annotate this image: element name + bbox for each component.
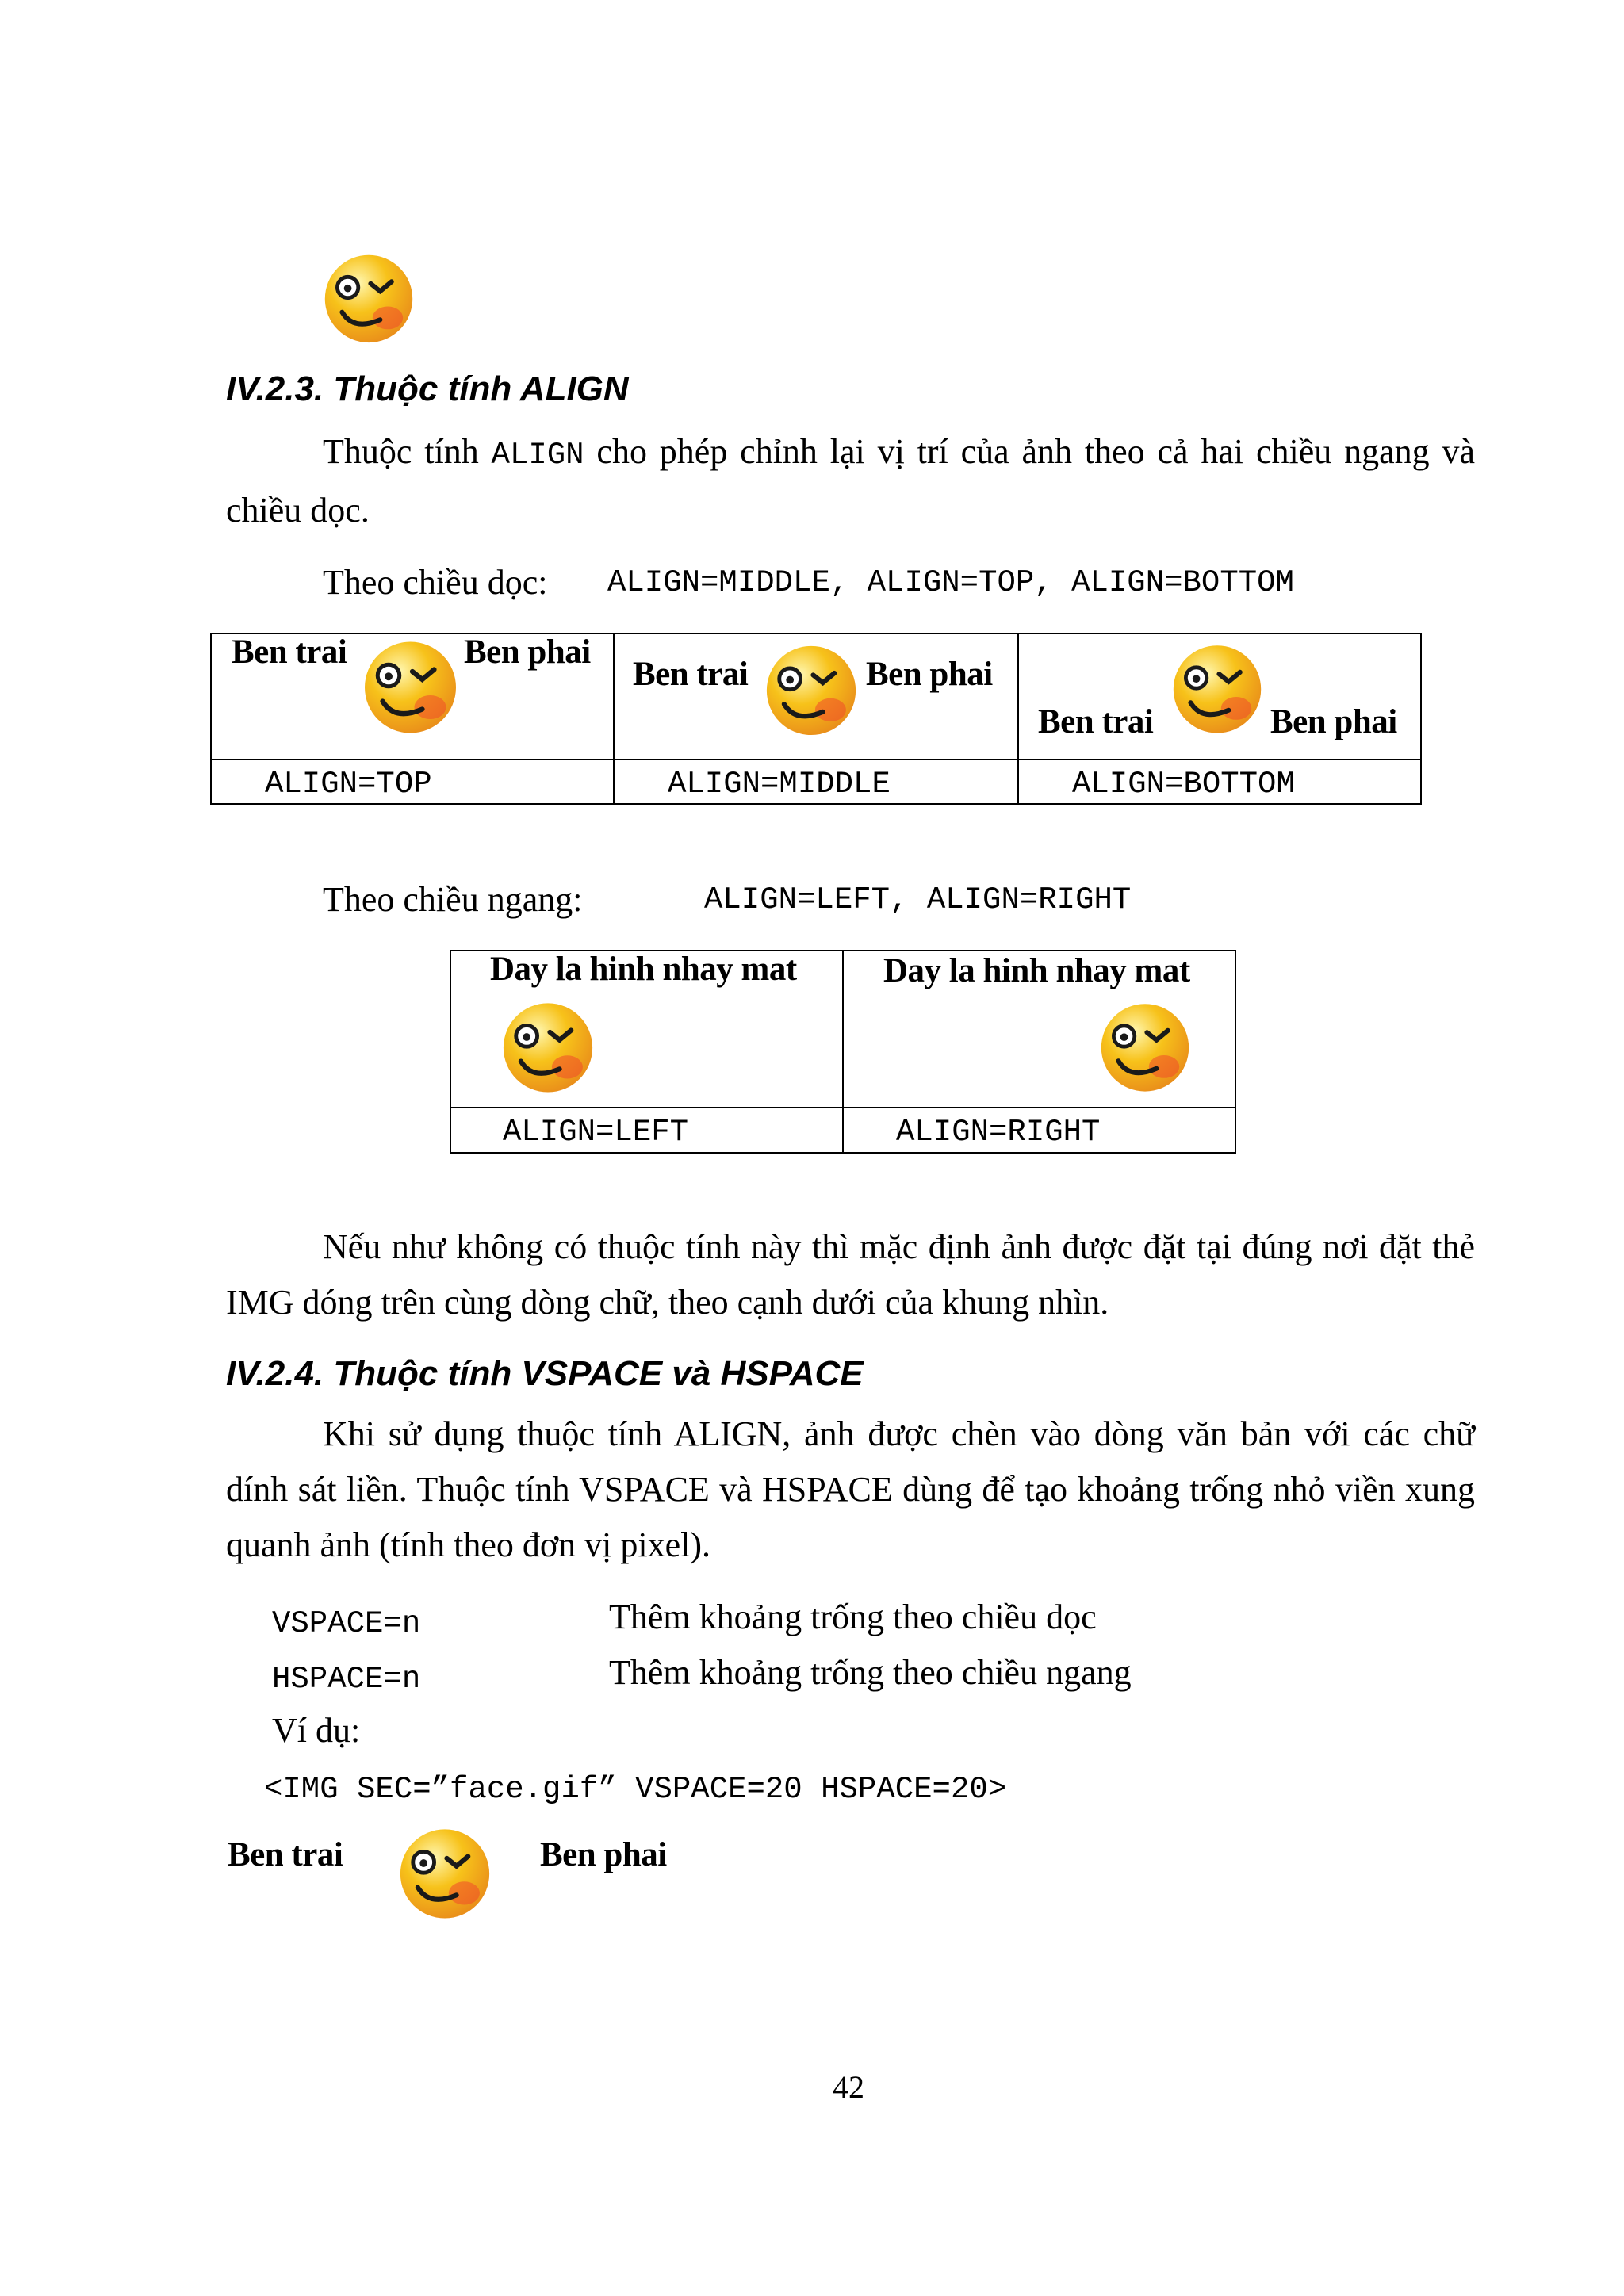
smiley-left-icon <box>500 997 596 1094</box>
space-intro-paragraph: Khi sử dụng thuộc tính ALIGN, ảnh được chèn vào dòng văn bản với các chữ dính sát liền. Thuộc tính VSPACE và HSPACE dùng để tạo khoảng trống nhỏ viền xung quanh ảnh (tính theo đơn vị pixel). <box>226 1414 1475 1564</box>
definition-code-hspace: HSPACE=n <box>272 1662 421 1697</box>
section-heading-align: IV.2.3. Thuộc tính ALIGN <box>226 369 629 408</box>
top-cell-right-text: Ben phai <box>464 633 591 671</box>
example-label: Ví dụ: <box>272 1711 361 1750</box>
section-heading-space: IV.2.4. Thuộc tính VSPACE và HSPACE <box>226 1354 864 1393</box>
demo-left-text: Ben trai <box>228 1836 343 1873</box>
align-intro-paragraph: Thuộc tính ALIGN cho phép chỉnh lại vị trí của ảnh theo cả hai chiều ngang và chiều dọc. <box>226 432 1475 530</box>
left-cell-text: Day la hinh nhay mat <box>490 951 797 988</box>
smiley-middle-icon <box>763 639 860 738</box>
vertical-align-label: Theo chiều dọc: <box>323 563 548 602</box>
horizontal-align-label: Theo chiều ngang: <box>323 880 583 919</box>
bottom-cell-caption: ALIGN=BOTTOM <box>1072 767 1295 802</box>
right-cell-text: Day la hinh nhay mat <box>883 952 1190 989</box>
vertical-align-values: ALIGN=MIDDLE, ALIGN=TOP, ALIGN=BOTTOM <box>607 565 1294 600</box>
right-cell-caption: ALIGN=RIGHT <box>896 1115 1101 1150</box>
smiley-top-icon <box>361 636 460 735</box>
example-code: <IMG SEC=”face.gif” VSPACE=20 HSPACE=20> <box>264 1772 1007 1807</box>
demo-right-text: Ben phai <box>540 1836 667 1873</box>
definition-desc-vspace: Thêm khoảng trống theo chiều dọc <box>609 1598 1097 1636</box>
bottom-cell-right-text: Ben phai <box>1270 703 1397 740</box>
align-inline-code: ALIGN <box>491 438 584 473</box>
definition-desc-hspace: Thêm khoảng trống theo chiều ngang <box>609 1653 1132 1692</box>
horizontal-align-values: ALIGN=LEFT, ALIGN=RIGHT <box>704 882 1132 917</box>
definition-code-vspace: VSPACE=n <box>272 1606 421 1641</box>
page-number: 42 <box>833 2069 864 2105</box>
bottom-cell-left-text: Ben trai <box>1038 703 1154 740</box>
middle-cell-left-text: Ben trai <box>633 656 749 693</box>
top-cell-caption: ALIGN=TOP <box>265 767 432 802</box>
smiley-right-icon <box>1097 997 1193 1094</box>
top-cell-left-text: Ben trai <box>232 633 347 671</box>
middle-cell-right-text: Ben phai <box>866 656 993 693</box>
winking-smiley-icon <box>321 247 416 346</box>
smiley-bottom-icon <box>1170 639 1265 736</box>
middle-cell-caption: ALIGN=MIDDLE <box>668 767 891 802</box>
align-default-note: Nếu như không có thuộc tính này thì mặc định ảnh được đặt tại đúng nơi đặt thẻ IMG dóng trên cùng dòng chữ, theo cạnh dưới của khung nhìn. <box>226 1227 1475 1322</box>
smiley-demo-icon <box>396 1823 493 1920</box>
left-cell-caption: ALIGN=LEFT <box>503 1115 689 1150</box>
